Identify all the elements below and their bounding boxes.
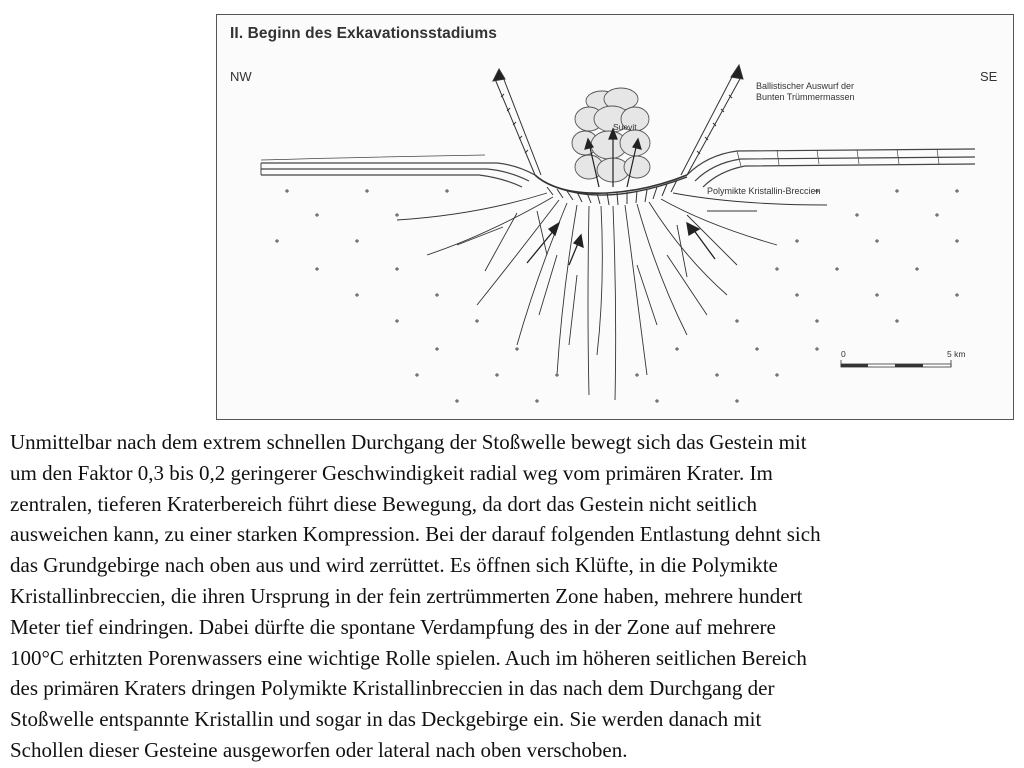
basement-cross-mark xyxy=(655,399,659,403)
basement-cross-mark xyxy=(275,239,279,243)
scale-label-start: 0 xyxy=(841,349,846,359)
basement-cross-mark xyxy=(365,189,369,193)
basement-crosses xyxy=(275,189,959,403)
crater-cross-section-figure xyxy=(216,14,1014,420)
direction-label-nw: NW xyxy=(230,69,252,84)
basement-cross-mark xyxy=(285,189,289,193)
basement-cross-mark xyxy=(735,399,739,403)
basement-cross-mark xyxy=(935,213,939,217)
basement-cross-mark xyxy=(875,239,879,243)
basement-cross-mark xyxy=(835,267,839,271)
explanation-paragraph: Unmittelbar nach dem extrem schnellen Durchgang der Stoßwelle bewegt sich das Gestein mit um den Faktor 0,3 bis 0,2 geringerer Geschwindigkeit radial weg vom primären Krater. Im zentralen, tieferen Kraterbereich führt diese Bewegung, da dort das Gestein nicht seitlich ausweichen kann, zu einer starken Kompression. Bei der darauf folgenden Entlastung dehnt sich das Grundgebirge nach oben aus und wird zerrüttet. Es öffnen sich Klüfte, in die Polymikte Kristallinbreccien, die ihren Ursprung in der fein zertrümmerten Zone haben, mehrere hundert Meter tief eindringen. Dabei dürfte die spontane Verdampfung des in der Zone auf mehrere 100°C erhitzten Porenwassers eine wichtige Rolle spielen. Auch im höheren seitlichen Bereich des primären Kraters dringen Polymikte Kristallinbreccien in das nach dem Durchgang der Stoßwelle entspannte Kristallin und sogar in das Deckgebirge ein. Sie werden danach mit Schollen dieser Gesteine ausgeworfen oder lateral nach oben verschoben. xyxy=(10,430,821,762)
basement-cross-mark xyxy=(445,189,449,193)
basement-cross-mark xyxy=(775,373,779,377)
annotation-suevit: Suevit xyxy=(613,122,637,132)
basement-cross-mark xyxy=(895,189,899,193)
basement-cross-mark xyxy=(635,373,639,377)
basement-cross-mark xyxy=(495,373,499,377)
basement-cross-mark xyxy=(855,213,859,217)
cover-layers-left xyxy=(261,163,535,187)
basement-cross-mark xyxy=(315,267,319,271)
basement-cross-mark xyxy=(955,189,959,193)
injection-arrows xyxy=(527,223,715,265)
basement-cross-mark xyxy=(815,319,819,323)
basement-cross-mark xyxy=(515,347,519,351)
basement-cross-mark xyxy=(955,239,959,243)
basement-cross-mark xyxy=(955,293,959,297)
fracture-lines xyxy=(397,193,827,400)
figure-title: II. Beginn des Exkavationsstadiums xyxy=(230,25,497,42)
ejecta-plume-left xyxy=(493,69,541,175)
basement-cross-mark xyxy=(395,319,399,323)
annotation-ballistic-ejecta: Ballistischer Auswurf der Bunten Trümmermassen xyxy=(756,81,855,102)
basement-cross-mark xyxy=(875,293,879,297)
scale-label-end: 5 km xyxy=(947,349,966,359)
scale-bar xyxy=(841,360,951,367)
basement-cross-mark xyxy=(915,267,919,271)
direction-label-se: SE xyxy=(980,69,998,84)
basement-cross-mark xyxy=(395,213,399,217)
basement-cross-mark xyxy=(415,373,419,377)
basement-cross-mark xyxy=(475,319,479,323)
basement-cross-mark xyxy=(795,239,799,243)
basement-cross-mark xyxy=(815,347,819,351)
basement-cross-mark xyxy=(355,239,359,243)
basement-cross-mark xyxy=(675,347,679,351)
basement-cross-mark xyxy=(395,267,399,271)
basement-cross-mark xyxy=(315,213,319,217)
basement-cross-mark xyxy=(795,293,799,297)
basement-cross-mark xyxy=(775,267,779,271)
basement-cross-mark xyxy=(435,347,439,351)
basement-cross-mark xyxy=(735,319,739,323)
basement-cross-mark xyxy=(755,347,759,351)
cross-section-drawing xyxy=(217,15,1014,420)
basement-cross-mark xyxy=(435,293,439,297)
basement-cross-mark xyxy=(895,319,899,323)
basement-cross-mark xyxy=(535,399,539,403)
annotation-polymikte-breccia: Polymikte Kristallin-Breccien xyxy=(707,186,821,196)
basement-cross-mark xyxy=(555,373,559,377)
basement-cross-mark xyxy=(715,373,719,377)
basement-cross-mark xyxy=(355,293,359,297)
basement-cross-mark xyxy=(455,399,459,403)
